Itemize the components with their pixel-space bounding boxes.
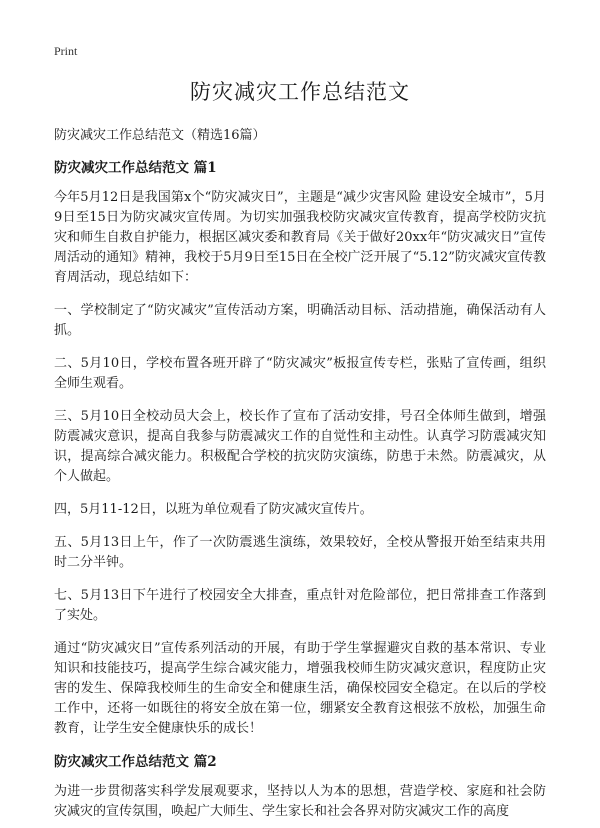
paragraph: 通过“防灾减灾日”宣传系列活动的开展，有助于学生掌握避灾自救的基本常识、专业知识和技能技巧，提高学生综合减灾能力，增强我校师生防灾减灾意识，程度防止灾害的发生、保障我校师生的生命安全和健康生活，确保校园安全稳定。在以后的学校工作中，还将一如既往的将安全放在第一位，绷紧安全教育这根弦不放松，加强生命教育，让学生安全健康快乐的成长！: [54, 641, 546, 736]
paragraph: 三、5月10日全校动员大会上，校长作了宣布了活动安排，号召全体师生做到，增强防震减灾意识，提高自我参与防震减灾工作的自觉性和主动性。认真学习防震减灾知识，提高综合减灾能力。积极配合学校的抗灾防灾演练，防患于未然。防震减灾，从个人做起。: [54, 409, 546, 484]
section-1: [54, 158, 546, 739]
paragraph: 一、学校制定了“防灾减灾”宣传活动方案，明确活动目标、活动措施，确保活动有人抓。: [54, 303, 546, 338]
paragraph: 二、5月10日，学校布置各班开辟了“防灾减灾”板报宣传专栏，张贴了宣传画，组织全师生观看。: [54, 356, 546, 391]
paragraph: 为进一步贯彻落实科学发展观要求，坚持以人为本的思想，营造学校、家庭和社会防灾减灾的宣传氛围，唤起广大师生、学生家长和社会各界对防灾减灾工作的高度: [54, 784, 546, 819]
document-subtitle: 防灾减灾工作总结范文（精选16篇）: [54, 128, 266, 143]
section-2: [54, 752, 546, 822]
print-label[interactable]: Print: [54, 44, 78, 58]
paragraph: 五、5月13日上午，作了一次防震逃生演练，效果较好，全校从警报开始至结束共用时二分半钟。: [54, 535, 546, 570]
paragraph: 七、5月13日下午进行了校园安全大排查，重点针对危险部位，把日常排查工作落到了实处。: [54, 588, 546, 623]
paragraph: 四，5月11-12日，以班为单位观看了防灾减灾宣传片。: [54, 502, 373, 517]
section-heading: 防灾减灾工作总结范文 篇2: [54, 754, 217, 770]
section-heading: 防灾减灾工作总结范文 篇1: [54, 160, 217, 176]
paragraph: 今年5月12日是我国第x个“防灾减灾日”，主题是“减少灾害风险 建设安全城市”，5月9日至15日为防灾减灾宣传周。为切实加强我校防灾减灾宣传教育，提高学校防灾抗灾和师生自救自护能力，根据区减灾委和教育局《关于做好20xx年“防灾减灾日”宣传周活动的通知》精神，我校于5月9日至15日在全校广泛开展了“5.12”防灾减灾宣传教育周活动，现总结如下：: [54, 190, 546, 285]
document-title: 防灾减灾工作总结范文: [190, 80, 410, 104]
